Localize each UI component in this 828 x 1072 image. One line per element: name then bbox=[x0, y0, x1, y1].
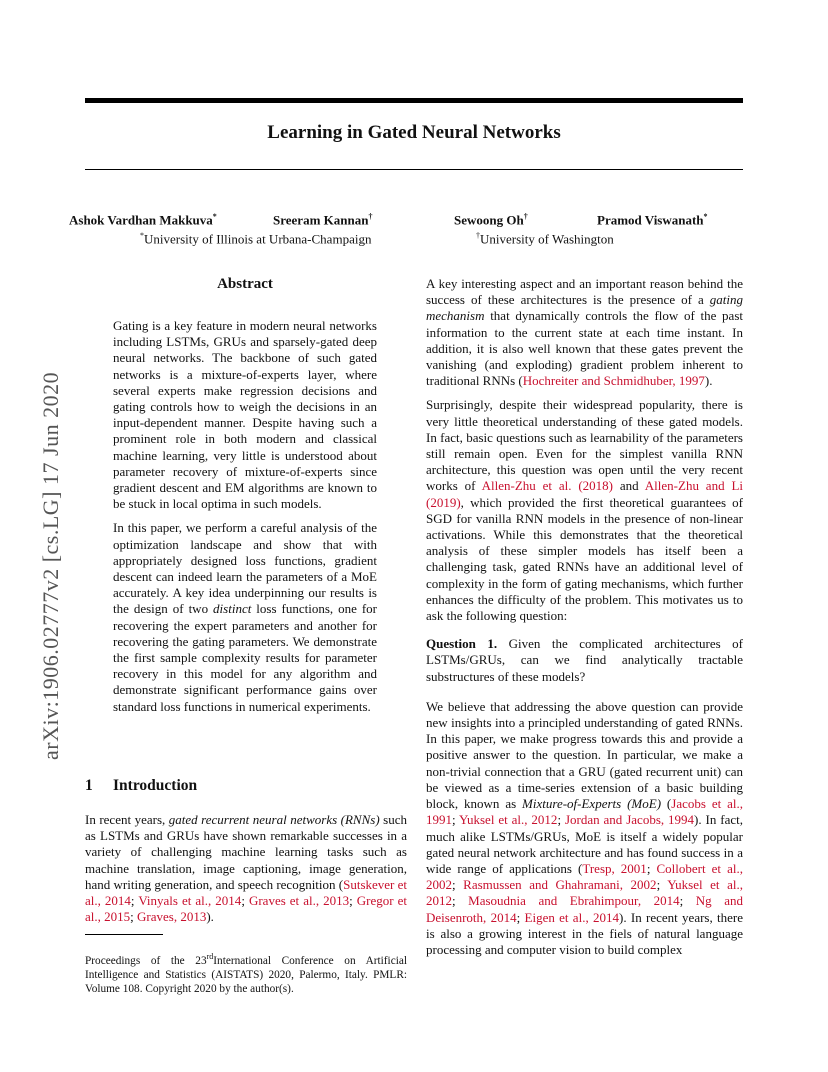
question-1: Question 1. Given the complicated architectures of LSTMs/GRUs, can we find analytically tractable substructures of these models? bbox=[426, 636, 743, 684]
author-makkuva: Ashok Vardhan Makkuva* bbox=[69, 212, 217, 228]
intro-body bbox=[85, 812, 407, 933]
abstract-paragraph-1: Gating is a key feature in modern neural networks including LSTMs, GRUs and sparsely-gated deep neural networks. The backbone of such gated networks is a mixture-of-experts layer, where several experts make regression decisions and gating controls how to weigh the decisions in an input-dependent manner. Despite having such a prominent role in both modern and classical machine learning, very little is understood about parameter recovery of mixture-of-experts since gradient descent and EM algorithms are known to be stuck in local optima in such models. bbox=[113, 318, 377, 512]
right-paragraph-2: Surprisingly, despite their widespread popularity, there is very little theoretical understanding of these gated models. In fact, basic questions such as learnability of the parameters still remain open. Even for the simplest vanilla RNN architecture, this question was open until the very recent works of Allen-Zhu et al. (2018) and Allen-Zhu and Li (2019), which provided the first theoretical guarantees of SGD for vanilla RNN models in the presence of non-linear activations. While this demonstrates that the theoretical analysis of these simpler models has itself been a challenging task, gated RNNs have an additional level of complexity in the form of gating mechanisms, which further enhances the difficulty of the problem. This motivates us to ask the following question: bbox=[426, 397, 743, 624]
author-oh: Sewoong Oh† bbox=[454, 212, 528, 228]
footnote-rule bbox=[85, 934, 163, 935]
footnote-proceedings: Proceedings of the 23rdInternational Conference on Artificial Intelligence and Statistics (AISTATS) 2020, Palermo, Italy. PMLR: Volume 108. Copyright 2020 by the author(s). bbox=[85, 952, 408, 995]
abstract-body bbox=[113, 318, 377, 723]
affiliation-uw: †University of Washington bbox=[476, 231, 614, 247]
intro-paragraph-1: In recent years, gated recurrent neural networks (RNNs) such as LSTMs and GRUs have shown remarkable successes in a variety of challenging machine learning tasks such as machine translation, image captioning, image generation, hand writing generation, and speech recognition (Sutskever et al., 2014; Vinyals et al., 2014; Graves et al., 2013; Gregor et al., 2015; Graves, 2013). bbox=[85, 812, 408, 925]
right-column-body bbox=[426, 276, 743, 966]
title-rule bbox=[85, 169, 743, 170]
paper-title: Learning in Gated Neural Networks bbox=[267, 122, 561, 143]
affiliation-uiuc: *University of Illinois at Urbana-Champaign bbox=[140, 231, 372, 247]
section-heading-introduction: 1 Introduction bbox=[85, 777, 198, 794]
abstract-heading: Abstract bbox=[217, 276, 273, 292]
abstract-paragraph-2: In this paper, we perform a careful analysis of the optimization landscape and show that with appropriately designed loss functions, gradient descent can indeed learn the parameters of a MoE accurately. A key idea underpinning our results is the design of two distinct loss functions, one for recovering the expert parameters and another for recovering the gating parameters. We demonstrate the first sample complexity results for parameter recovery in this model for any algorithm and demonstrate significant performance gains over standard loss functions in numerical experiments. bbox=[113, 520, 378, 714]
author-viswanath: Pramod Viswanath* bbox=[597, 212, 708, 228]
author-kannan: Sreeram Kannan† bbox=[273, 212, 373, 228]
arxiv-identifier: arXiv:1906.02777v2 [cs.LG] 17 Jun 2020 bbox=[38, 371, 63, 760]
right-paragraph-1: A key interesting aspect and an important reason behind the success of these architectures is the presence of a gating mechanism that dynamically controls the flow of the past information to the current state at each time instant. In addition, it is also well known that these gates prevent the vanishing (and exploding) gradient problem inherent to traditional RNNs (Hochreiter and Schmidhuber, 1997). bbox=[426, 276, 743, 389]
top-rule bbox=[85, 98, 743, 103]
right-paragraph-3: We believe that addressing the above question can provide new insights into a principled understanding of gated RNNs. In this paper, we make progress towards this and provide a positive answer to the question. In particular, we make a non-trivial connection that a GRU (gated recurrent unit) can be viewed as a time-series extension of a basic building block, known as Mixture-of-Experts (MoE) (Jacobs et al., 1991; Yuksel et al., 2012; Jordan and Jacobs, 1994). In fact, much alike LSTMs/GRUs, MoE is itself a widely popular gated neural network architecture and has found success in a wide range of applications (Tresp, 2001; Collobert et al., 2002; Rasmussen and Ghahramani, 2002; Yuksel et al., 2012; Masoudnia and Ebrahimpour, 2014; Ng and Deisenroth, 2014; Eigen et al., 2014). In recent years, there is also a growing interest in the fiels of natural language processing and computer vision to build complex bbox=[426, 698, 744, 957]
